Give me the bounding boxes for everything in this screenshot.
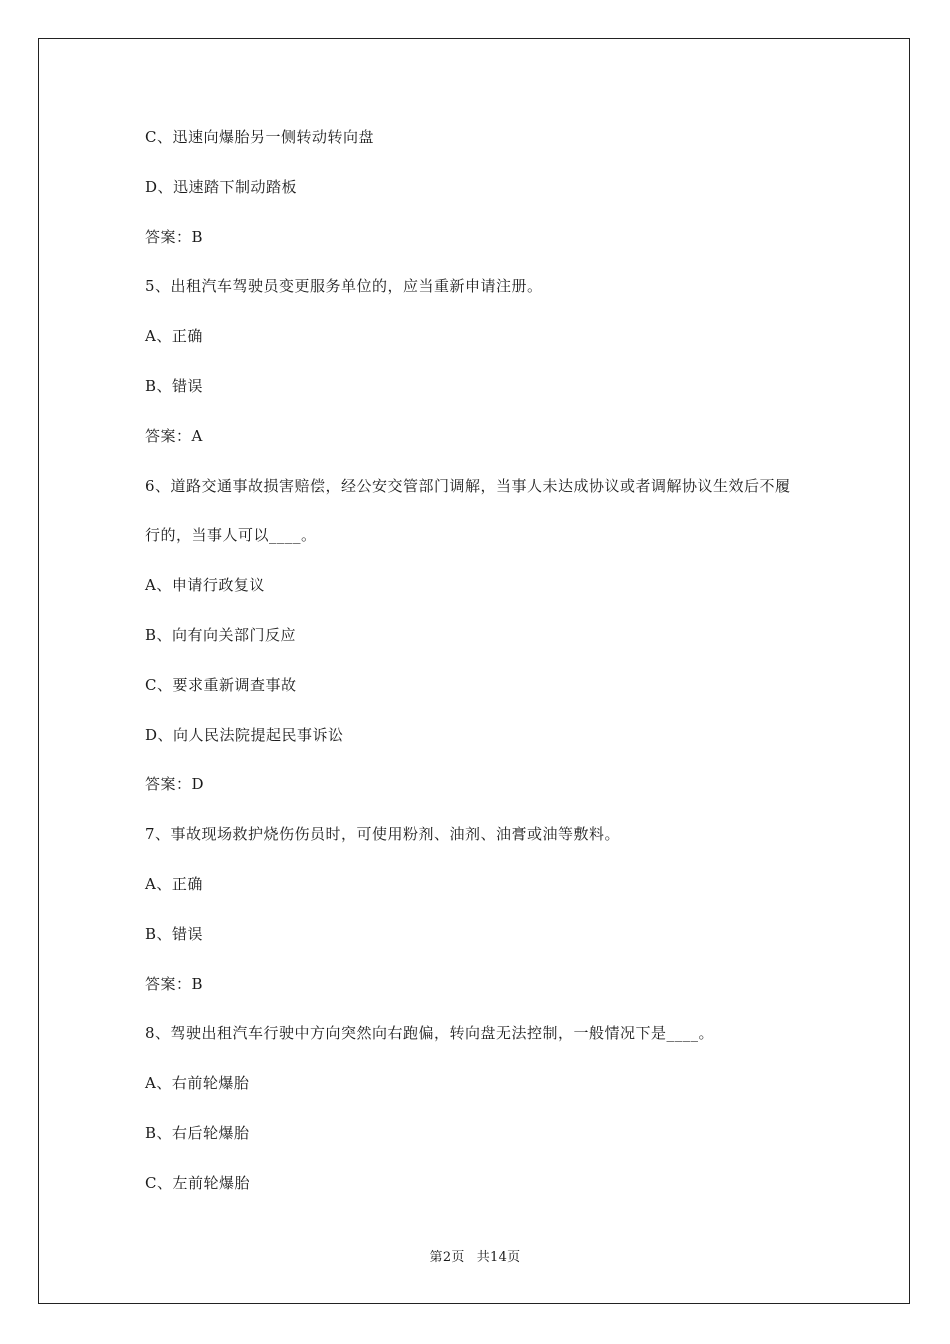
question-line: 行的，当事人可以____。 <box>145 526 317 545</box>
option-line: D、迅速踏下制动踏板 <box>145 177 298 196</box>
option-line: A、正确 <box>145 327 203 346</box>
option-line: A、右前轮爆胎 <box>145 1074 250 1093</box>
option-line: C、迅速向爆胎另一侧转动转向盘 <box>145 128 374 146</box>
option-line: A、正确 <box>145 874 203 893</box>
option-line: A、申请行政复议 <box>145 576 265 595</box>
page-number: 第2页 <box>429 1250 465 1265</box>
answer-line: 答案：A <box>145 426 203 445</box>
option-line: B、右后轮爆胎 <box>145 1123 250 1142</box>
page-footer <box>0 1246 950 1265</box>
question-line: 7、事故现场救护烧伤伤员时，可使用粉剂、油剂、油膏或油等敷料。 <box>145 825 621 844</box>
option-line: C、左前轮爆胎 <box>145 1173 250 1192</box>
answer-line: 答案：B <box>145 974 204 993</box>
question-line: 8、驾驶出租汽车行驶中方向突然向右跑偏，转向盘无法控制，一般情况下是____。 <box>145 1024 715 1043</box>
total-pages: 共14页 <box>476 1250 521 1265</box>
document-body <box>145 113 825 1209</box>
option-line: C、要求重新调查事故 <box>145 675 297 694</box>
question-line: 5、出租汽车驾驶员变更服务单位的，应当重新申请注册。 <box>145 277 543 296</box>
answer-line: 答案：D <box>145 775 205 794</box>
option-line: D、向人民法院提起民事诉讼 <box>145 725 344 744</box>
option-line: B、错误 <box>145 376 204 395</box>
question-line: 6、道路交通事故损害赔偿，经公安交管部门调解，当事人未达成协议或者调解协议生效后不履 <box>145 476 791 495</box>
option-line: B、向有向关部门反应 <box>145 625 297 644</box>
option-line: B、错误 <box>145 924 204 943</box>
answer-line: 答案：B <box>145 227 204 246</box>
